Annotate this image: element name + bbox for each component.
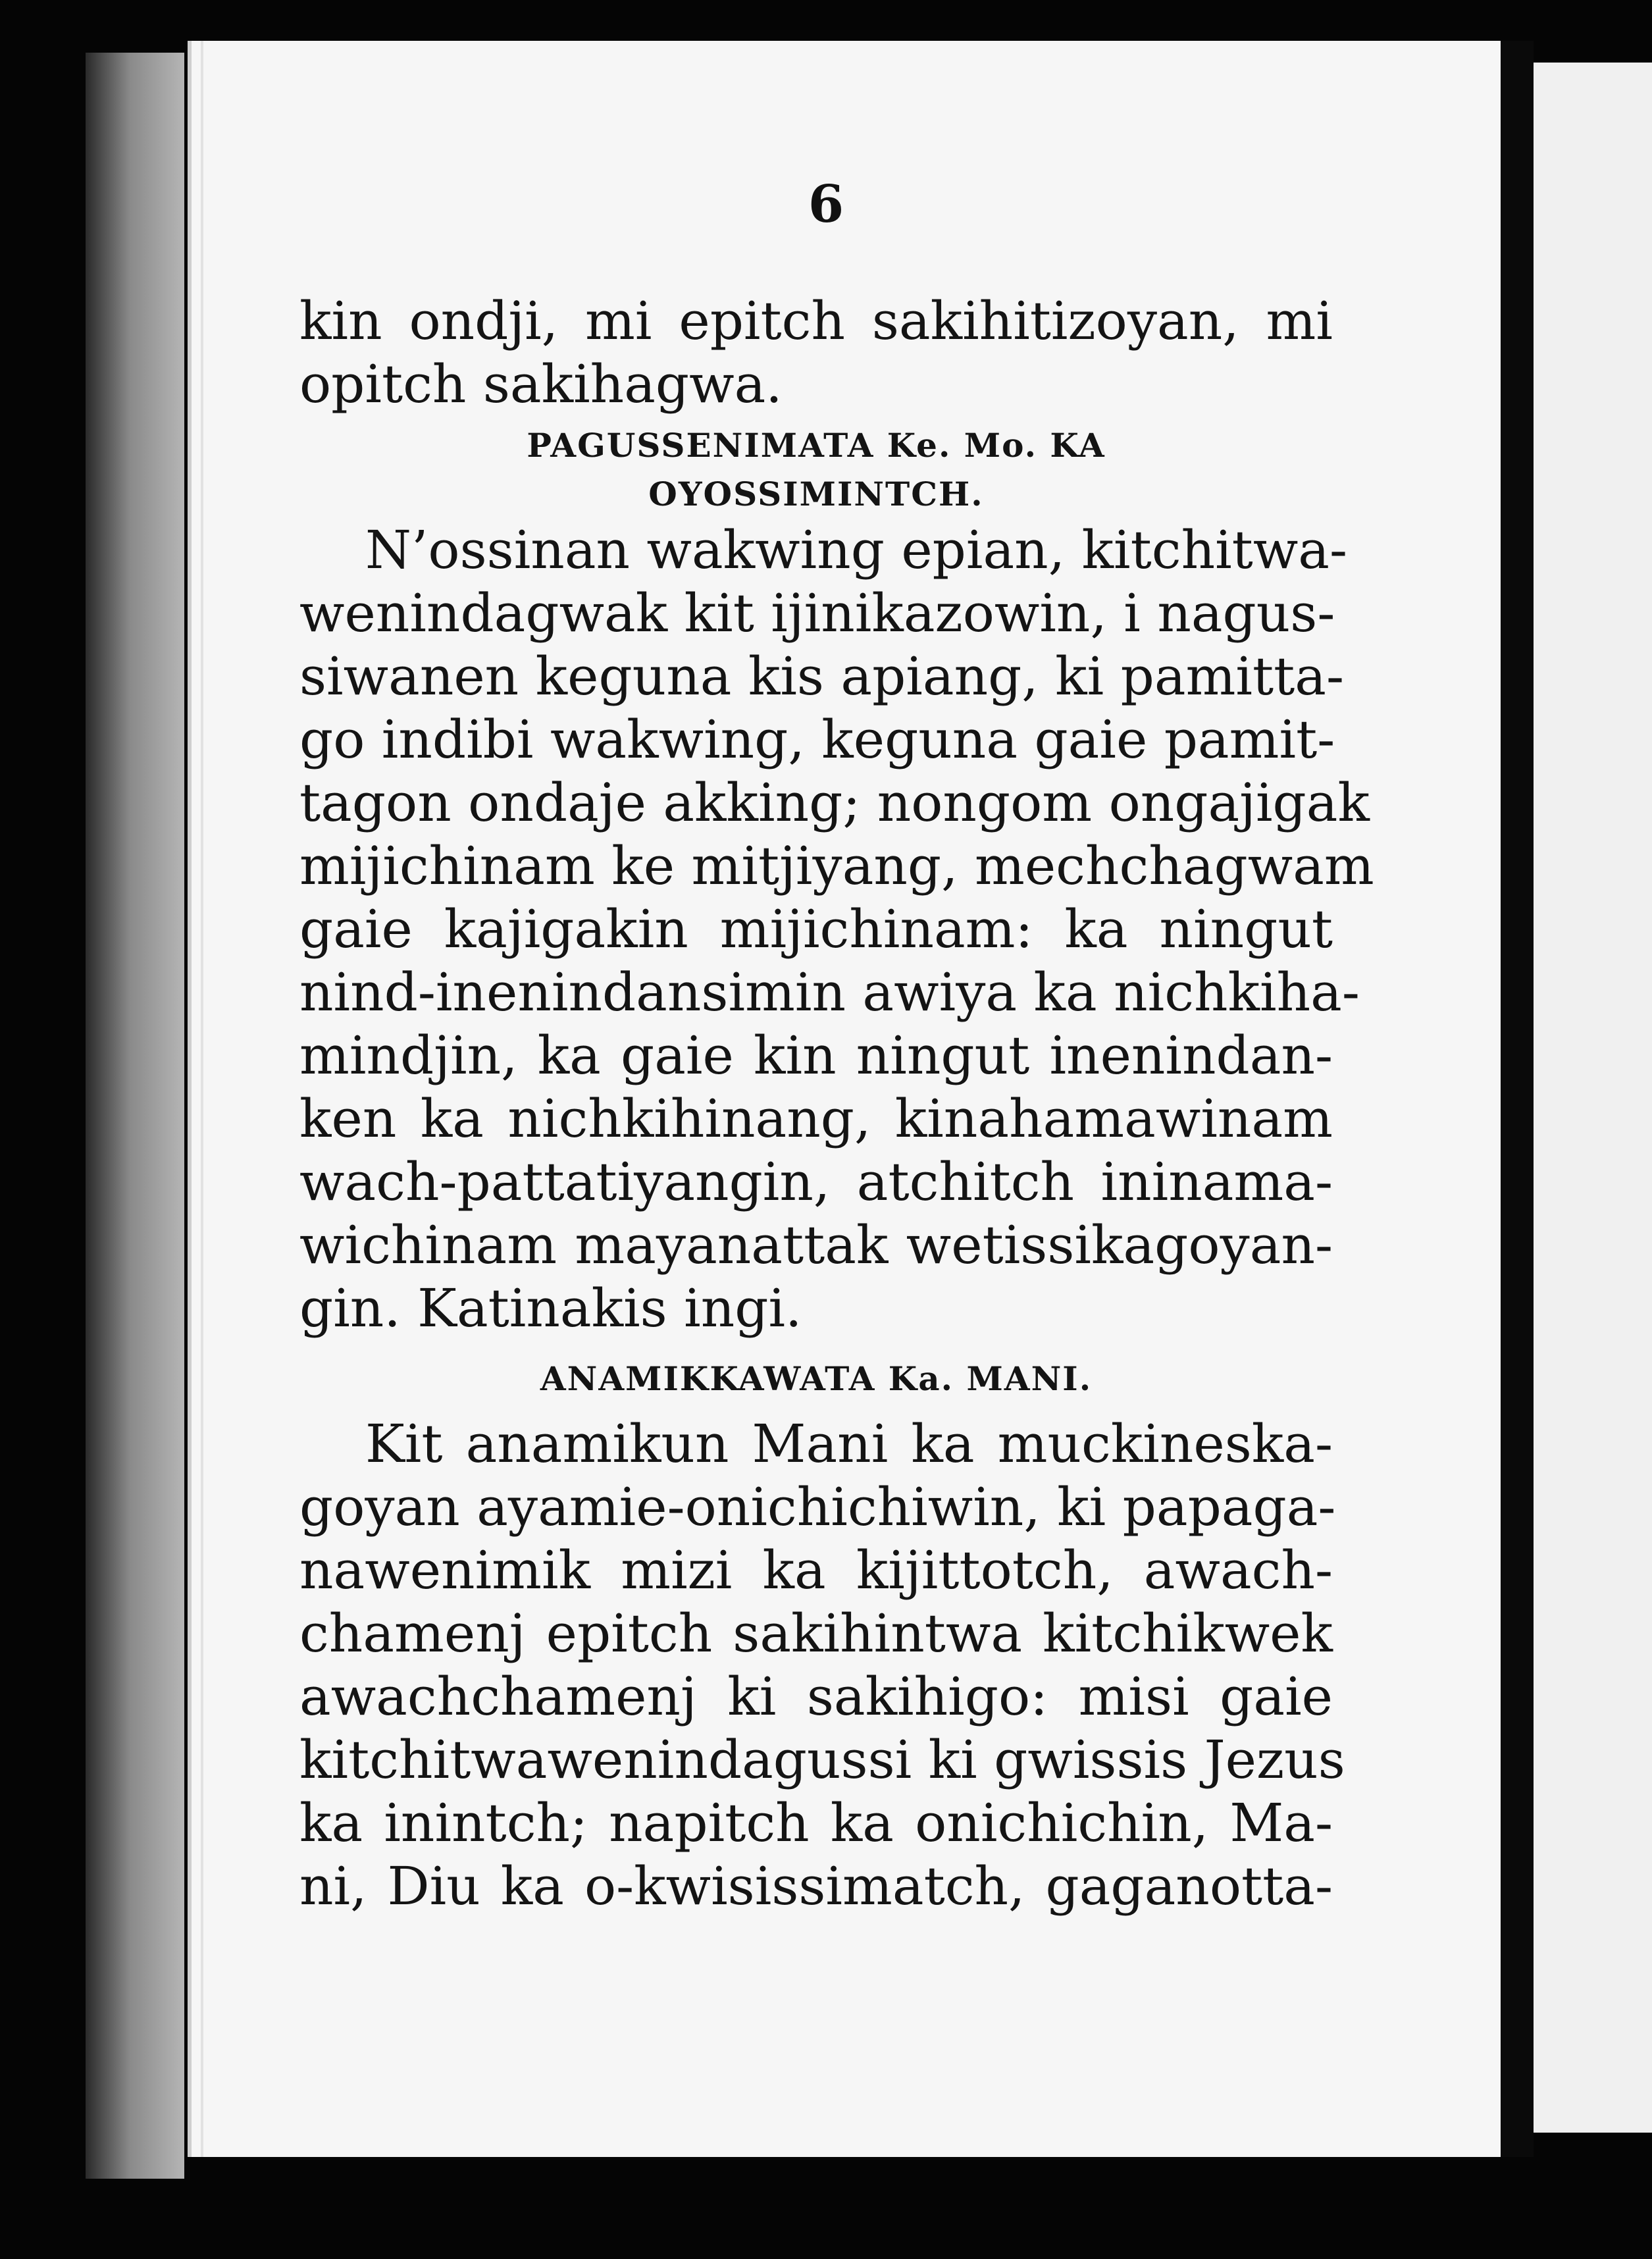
- text-line: ken ka nichkihinang, kinahamawinam: [299, 1088, 1333, 1149]
- text-line: kitchitwawenindagussi ki gwissis Jezus: [299, 1729, 1345, 1790]
- text-line: mindjin, ka gaie kin ningut inenindan-: [299, 1025, 1333, 1086]
- text-line: gaie kajigakin mijichinam: ka ningut: [299, 898, 1333, 960]
- page-number: 6: [808, 174, 844, 234]
- text-line: go indibi wakwing, keguna gaie pamit-: [299, 709, 1335, 770]
- adjacent-page: [1534, 63, 1652, 2133]
- text-line: kin ondji, mi epitch sakihitizoyan, mi: [299, 290, 1333, 351]
- text-line: nind-inenindansimin awiya ka nichkiha-: [299, 962, 1360, 1023]
- page-gutter: [1501, 41, 1534, 2157]
- text-line: opitch sakihagwa.: [299, 353, 783, 415]
- text-line: chamenj epitch sakihintwa kitchikwek: [299, 1603, 1333, 1664]
- text-line: N’ossinan wakwing epian, kitchitwa-: [365, 519, 1348, 581]
- text-line: gin. Katinakis ingi.: [299, 1278, 802, 1339]
- text-line: Kit anamikun Mani ka muckineska-: [365, 1413, 1333, 1474]
- text-line: nawenimik mizi ka kijittotch, awach-: [299, 1540, 1333, 1601]
- text-line: wichinam mayanattak wetissikagoyan-: [299, 1214, 1333, 1276]
- section-heading: OYOSSIMINTCH.: [648, 475, 984, 513]
- text-line: awachchamenj ki sakihigo: misi gaie: [299, 1666, 1333, 1727]
- text-line: ka inintch; napitch ka onichichin, Ma-: [299, 1792, 1333, 1854]
- text-line: ni, Diu ka o-kwisissimatch, gaganotta-: [299, 1856, 1333, 1917]
- page-text: [299, 290, 1374, 1918]
- text-line: tagon ondaje akking; nongom ongajigak: [299, 772, 1370, 833]
- book-binding-edge: [86, 53, 184, 2179]
- text-line: siwanen keguna kis apiang, ki pamitta-: [299, 646, 1345, 707]
- section-heading: PAGUSSENIMATA Ke. Mo. KA: [527, 426, 1106, 465]
- text-line: wach-pattatiyangin, atchitch ininama-: [299, 1151, 1333, 1212]
- text-line: wenindagwak kit ijinikazowin, i nagus-: [299, 583, 1335, 644]
- text-line: goyan ayamie-onichichiwin, ki papaga-: [299, 1476, 1336, 1538]
- text-line: mijichinam ke mitjiyang, mechchagwam: [299, 835, 1374, 896]
- section-heading: ANAMIKKAWATA Ka. MANI.: [540, 1359, 1093, 1398]
